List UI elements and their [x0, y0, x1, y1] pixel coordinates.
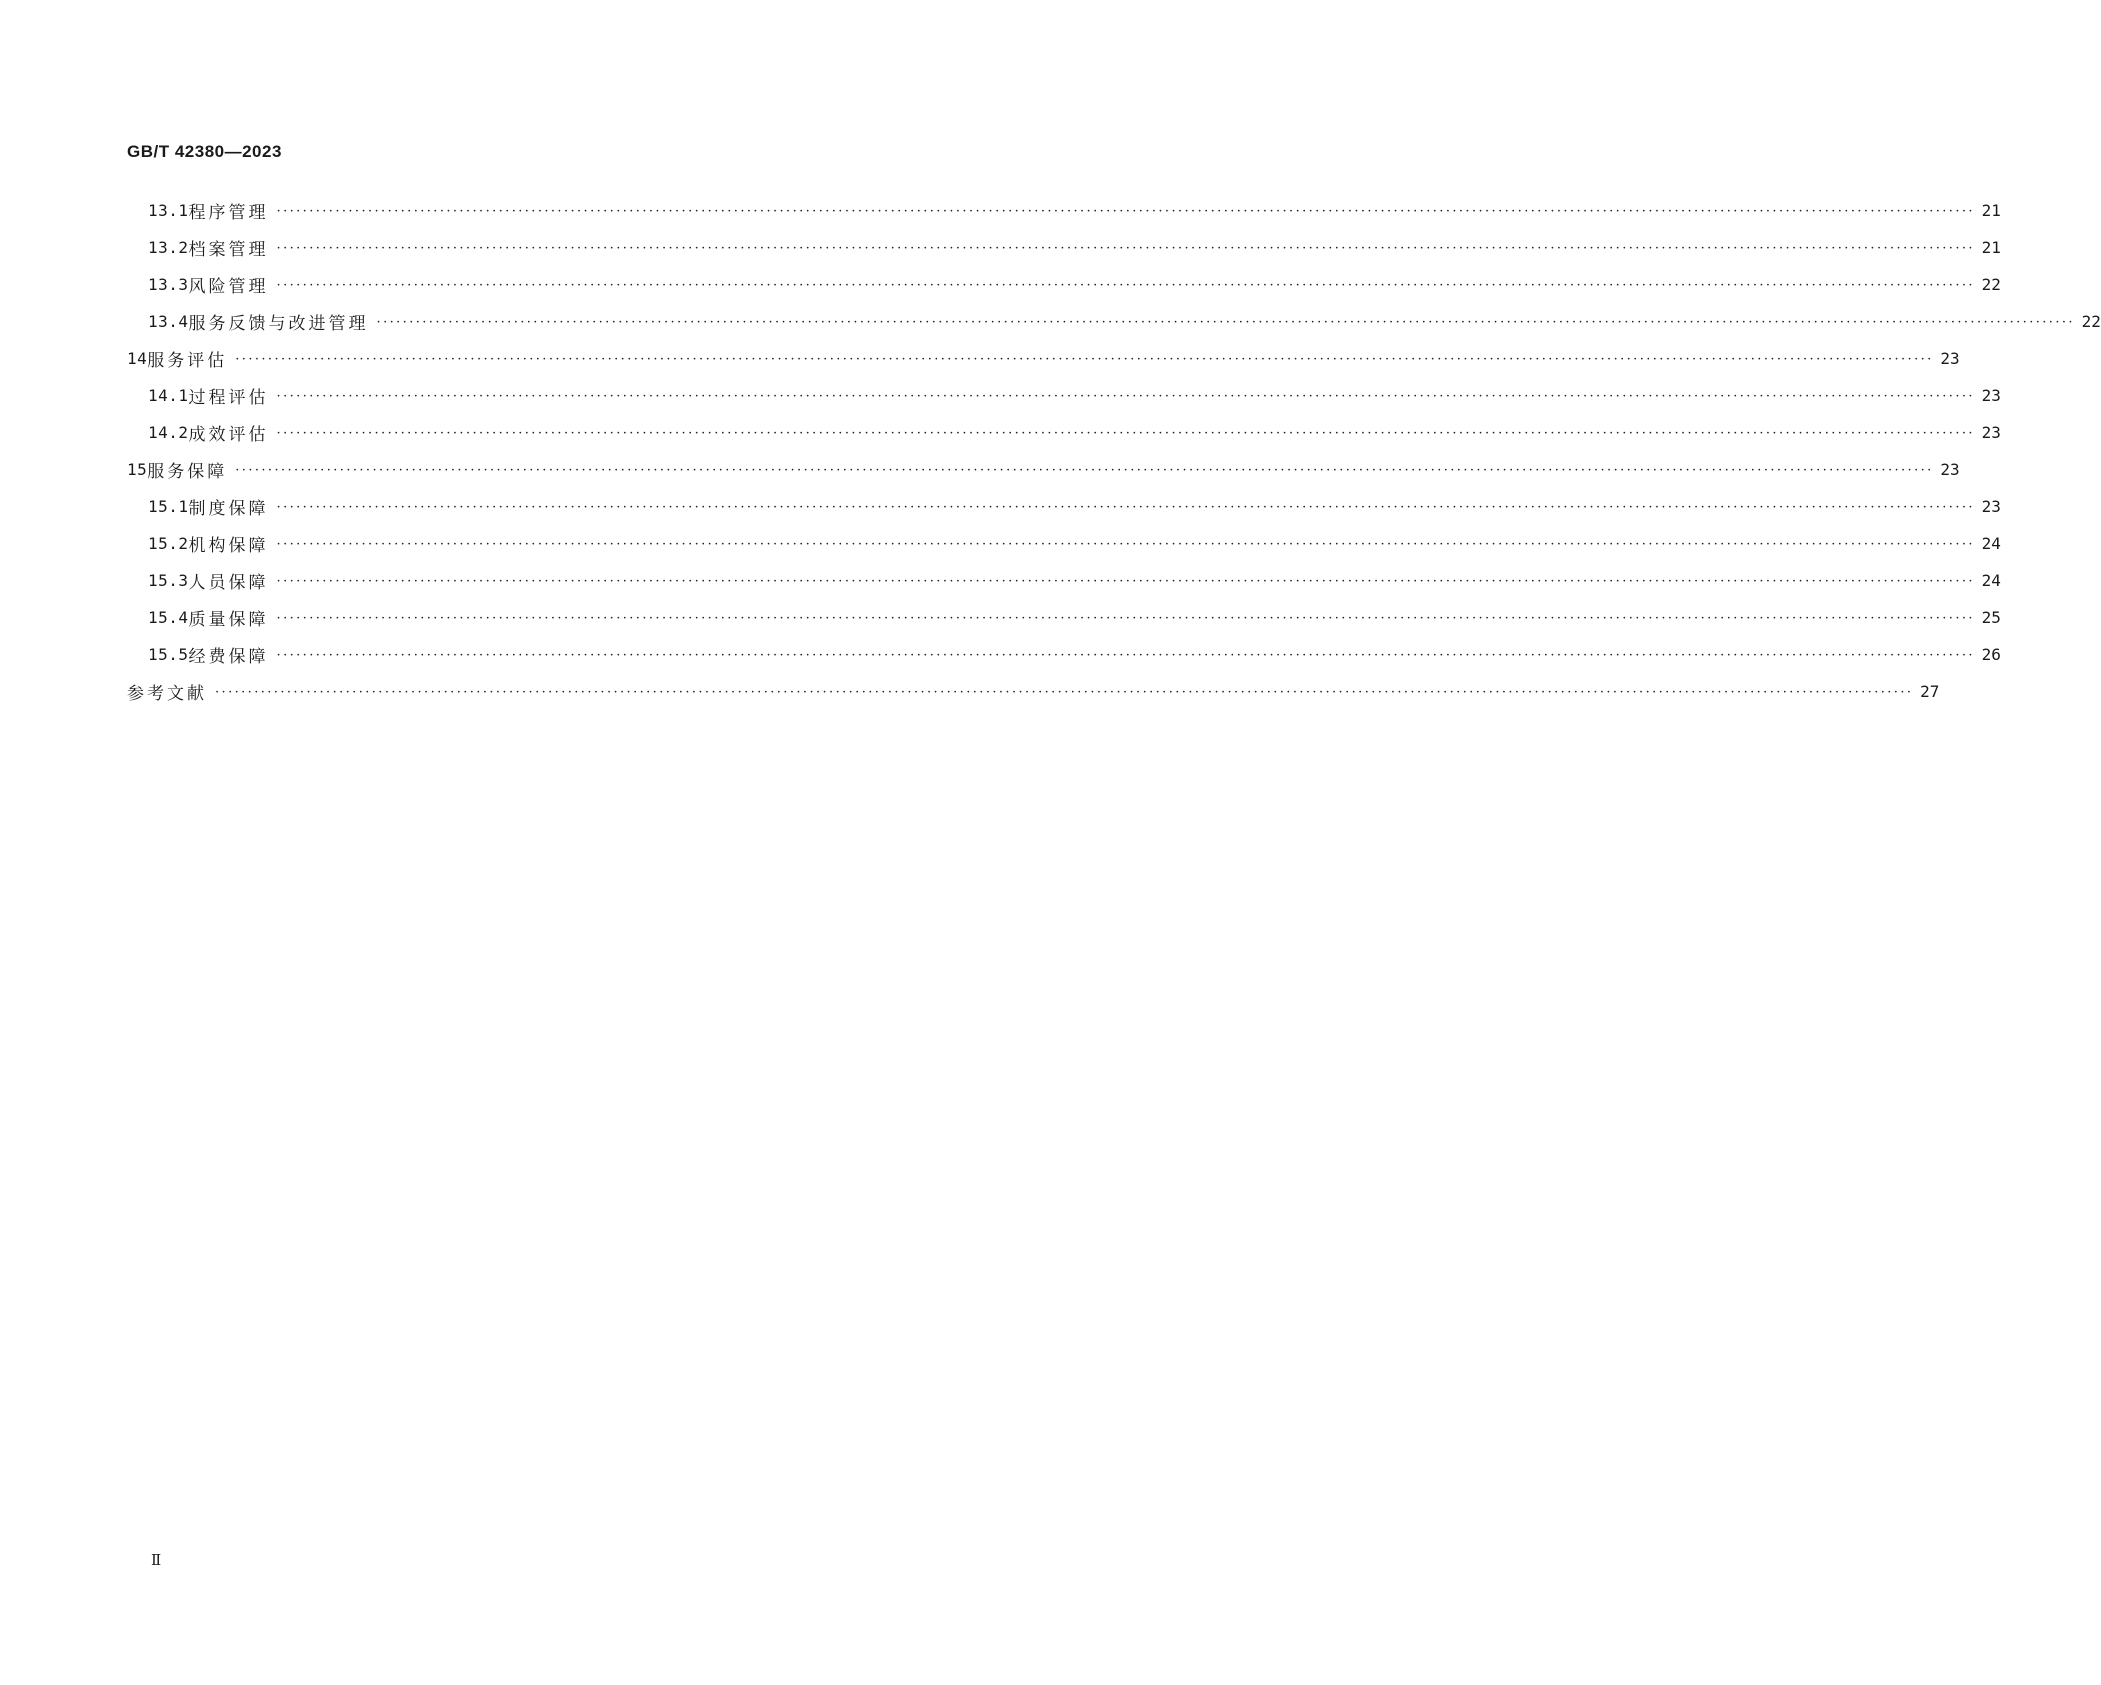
toc-entry-title: 档案管理 [188, 240, 269, 260]
toc-entry-number: 15.5 [148, 645, 189, 664]
toc-dot-leader: ···································································································································································································································································· [276, 611, 1975, 626]
standard-code-header: GB/T 42380—2023 [127, 142, 282, 161]
toc-entry-page: 24 [1981, 534, 2001, 553]
toc-dot-leader: ···································································································································································································································································· [376, 315, 2075, 330]
toc-dot-leader: ···································································································································································································································································· [276, 574, 1975, 589]
toc-entry-title: 服务保障 [147, 462, 228, 482]
toc-entry[interactable] [127, 562, 2001, 599]
toc-entry-number: 15.3 [148, 571, 189, 590]
toc-dot-leader: ···································································································································································································································································· [276, 426, 1975, 441]
toc-entry-title: 过程评估 [188, 388, 269, 408]
toc-entry-page: 27 [1920, 682, 1940, 701]
toc-entry-number: 15.1 [148, 497, 189, 516]
toc-entry-page: 23 [1940, 460, 1960, 479]
table-of-contents [127, 192, 2101, 710]
toc-entry-number: 14 [127, 349, 148, 368]
toc-entry-page: 24 [1981, 571, 2001, 590]
toc-entry-page: 22 [2081, 312, 2101, 331]
page-number-footer: Ⅱ [151, 1551, 162, 1569]
toc-entry-page: 23 [1981, 497, 2001, 516]
toc-dot-leader: ···································································································································································································································································· [215, 685, 1914, 700]
toc-dot-leader: ···································································································································································································································································· [276, 278, 1975, 293]
toc-entry-number: 13.3 [148, 275, 189, 294]
toc-entry[interactable] [127, 525, 2001, 562]
toc-entry[interactable] [127, 414, 2001, 451]
toc-entry-title: 成效评估 [188, 425, 269, 445]
toc-entry-number: 14.1 [148, 386, 189, 405]
toc-entry-page: 23 [1981, 423, 2001, 442]
toc-entry-title: 风险管理 [188, 277, 269, 297]
toc-entry-number: 15 [127, 460, 148, 479]
toc-dot-leader: ···································································································································································································································································· [276, 648, 1975, 663]
toc-entry[interactable] [127, 377, 2001, 414]
toc-entry[interactable] [127, 673, 1940, 710]
toc-dot-leader: ···································································································································································································································································· [276, 389, 1975, 404]
toc-entry[interactable] [127, 340, 1960, 377]
toc-entry[interactable] [127, 636, 2001, 673]
toc-entry[interactable] [127, 266, 2001, 303]
toc-entry[interactable] [127, 192, 2001, 229]
toc-entry-page: 25 [1981, 608, 2001, 627]
toc-entry-title: 服务评估 [147, 351, 228, 371]
toc-entry-page: 23 [1940, 349, 1960, 368]
toc-entry[interactable] [127, 451, 1960, 488]
toc-entry[interactable] [127, 229, 2001, 266]
toc-entry-title: 机构保障 [188, 536, 269, 556]
toc-entry-title: 服务反馈与改进管理 [188, 314, 369, 334]
toc-dot-leader: ···································································································································································································································································· [235, 352, 1934, 367]
toc-entry-number: 15.4 [148, 608, 189, 627]
toc-entry-title: 程序管理 [188, 203, 269, 223]
toc-entry[interactable] [127, 303, 2101, 340]
toc-entry-page: 23 [1981, 386, 2001, 405]
toc-entry-title: 经费保障 [188, 647, 269, 667]
toc-entry-number: 13.2 [148, 238, 189, 257]
toc-dot-leader: ···································································································································································································································································· [276, 241, 1975, 256]
toc-entry[interactable] [127, 599, 2001, 636]
toc-entry-page: 26 [1981, 645, 2001, 664]
toc-entry[interactable] [127, 488, 2001, 525]
toc-entry-title: 参考文献 [127, 684, 207, 704]
toc-entry-page: 22 [1981, 275, 2001, 294]
toc-dot-leader: ···································································································································································································································································· [276, 537, 1975, 552]
toc-dot-leader: ···································································································································································································································································· [276, 500, 1975, 515]
toc-dot-leader: ···································································································································································································································································· [276, 204, 1975, 219]
toc-entry-title: 质量保障 [188, 610, 269, 630]
toc-entry-page: 21 [1981, 201, 2001, 220]
toc-dot-leader: ···································································································································································································································································· [235, 463, 1934, 478]
toc-entry-title: 制度保障 [188, 499, 269, 519]
toc-entry-number: 15.2 [148, 534, 189, 553]
toc-entry-number: 13.4 [148, 312, 189, 331]
toc-entry-page: 21 [1981, 238, 2001, 257]
toc-entry-number: 14.2 [148, 423, 189, 442]
toc-entry-title: 人员保障 [188, 573, 269, 593]
toc-entry-number: 13.1 [148, 201, 189, 220]
